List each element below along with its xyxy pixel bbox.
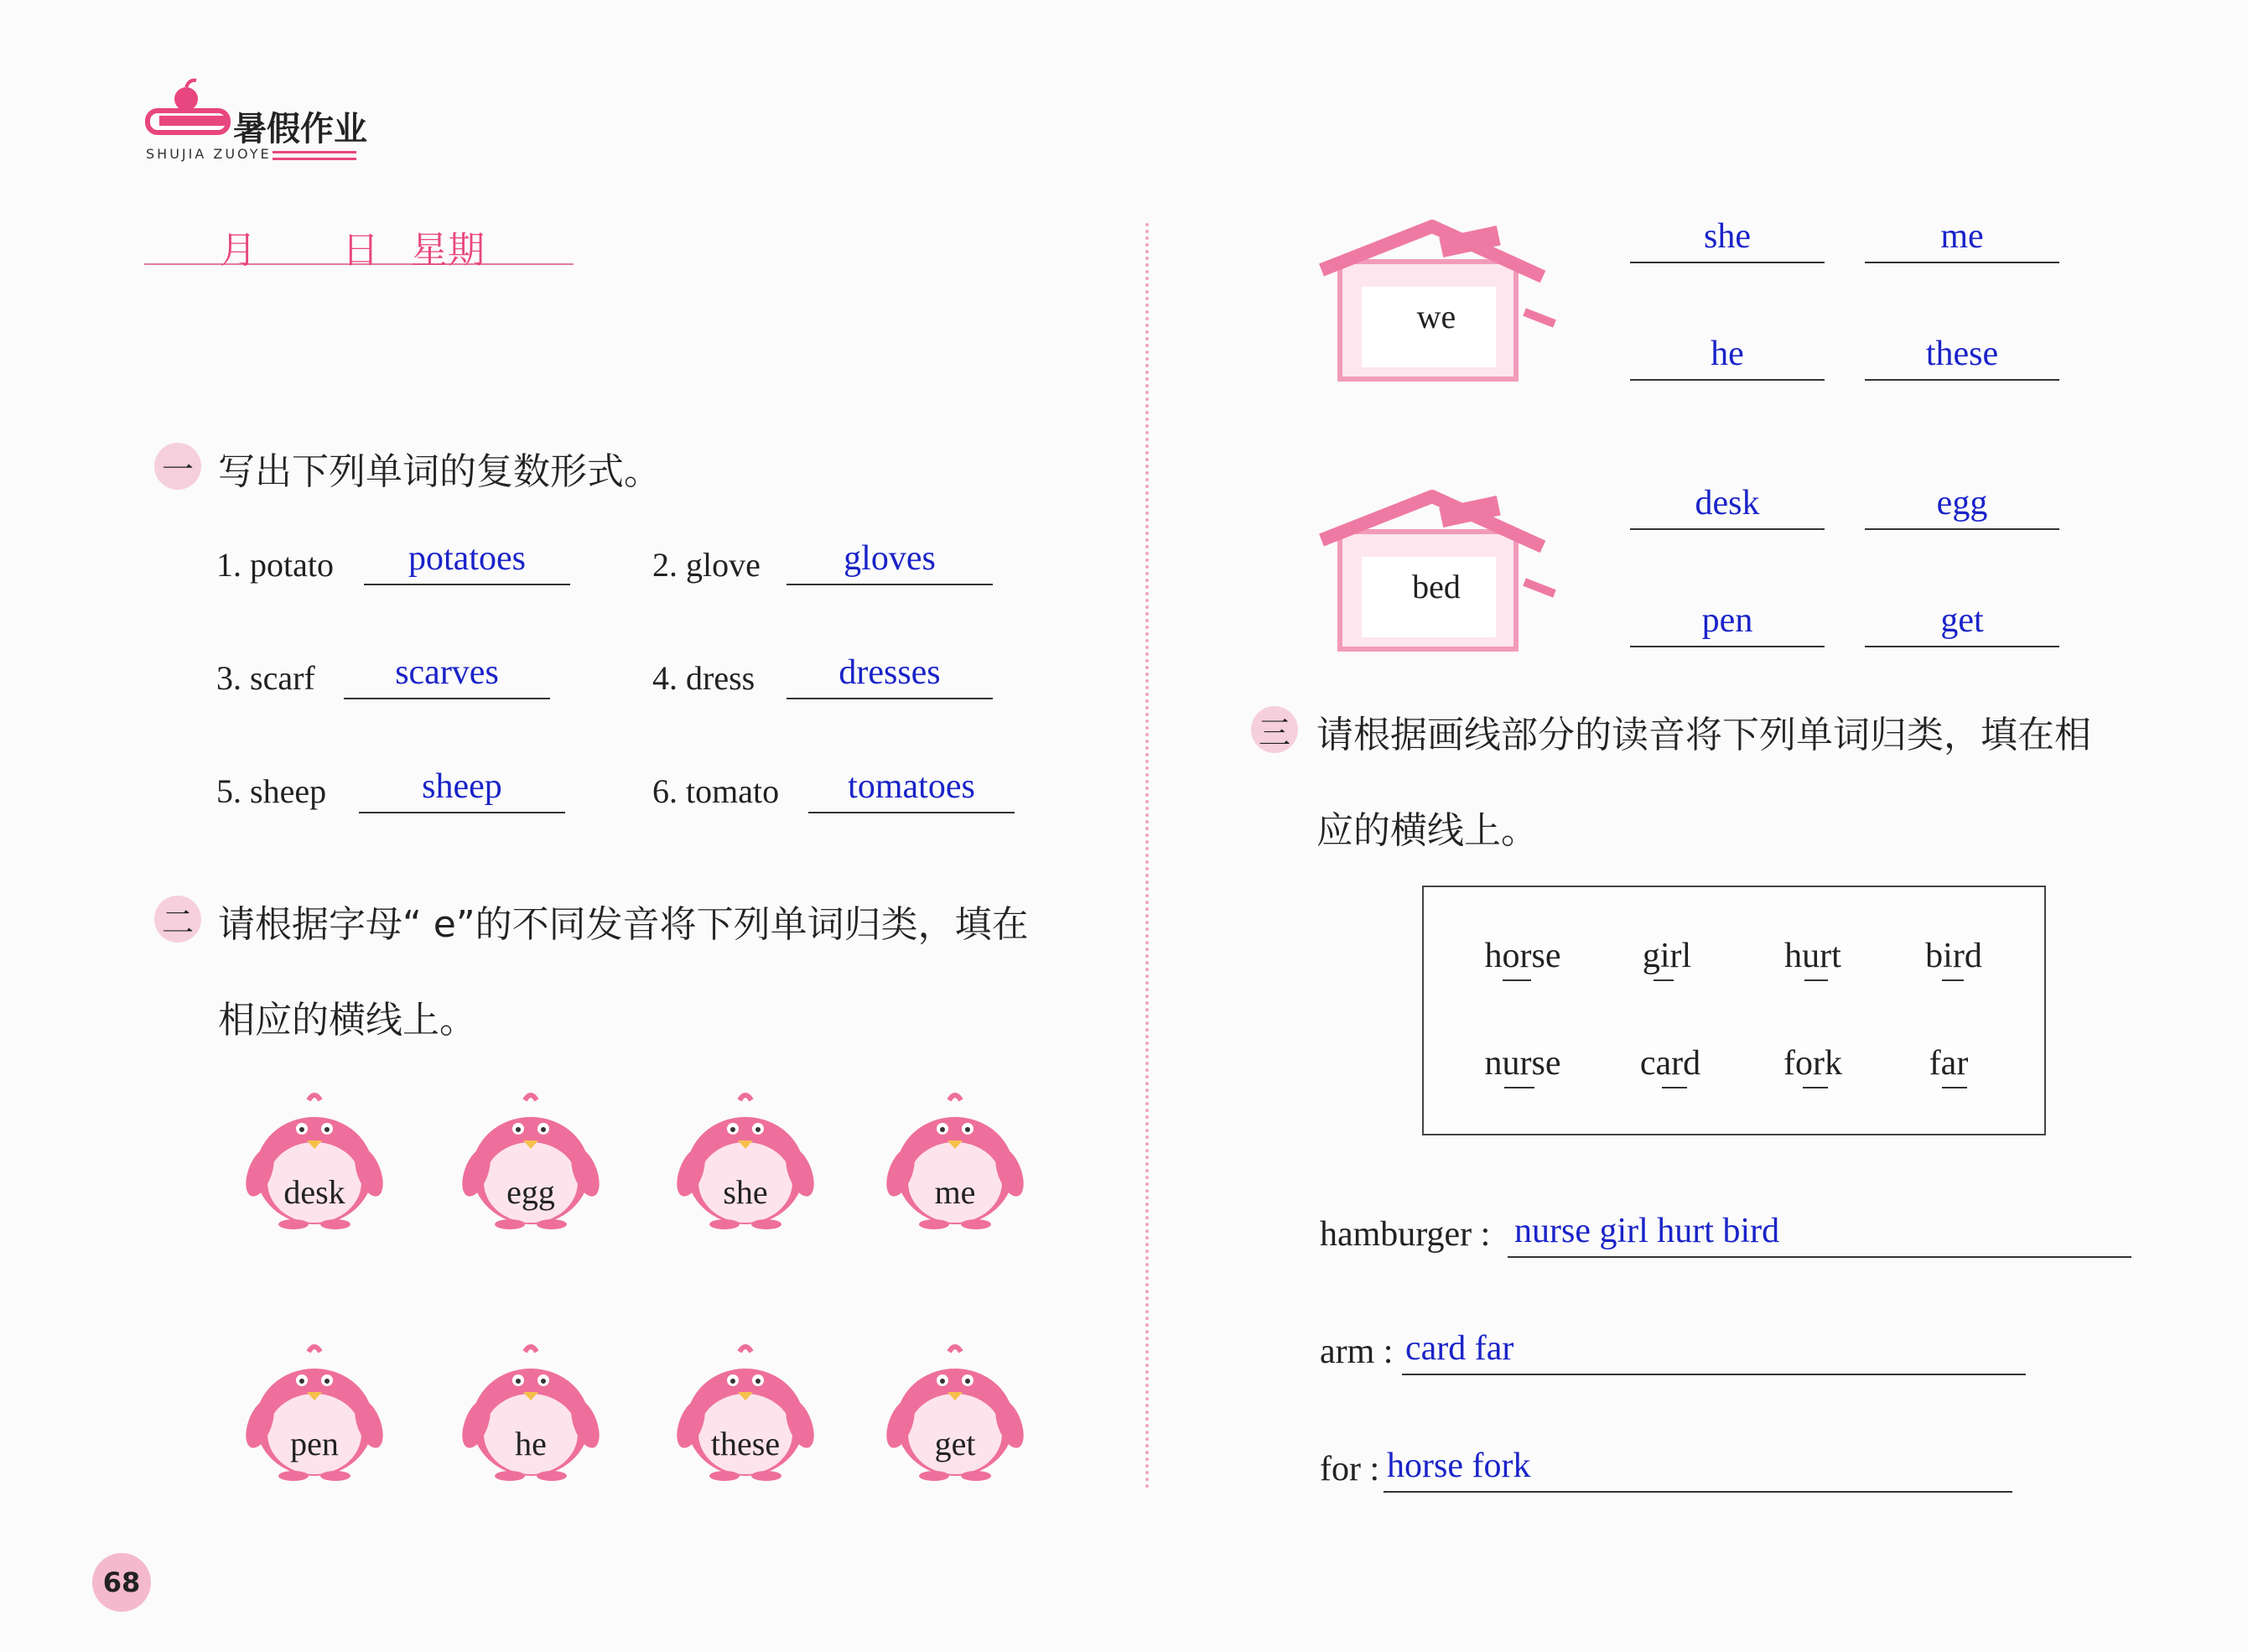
penguin-word: get — [934, 1425, 976, 1462]
sound-underline — [1504, 1087, 1534, 1088]
penguin-card — [243, 1088, 386, 1231]
item-4-blank — [787, 653, 993, 699]
section2-instruction-line1: 请根据字母“ e”的不同发音将下列单词归类，填在 — [218, 903, 1029, 946]
date-day-label: 日 — [342, 229, 379, 272]
item-2-answer: gloves — [844, 539, 936, 578]
row-hamburger-blank — [1508, 1214, 2131, 1258]
item-4-answer: dresses — [838, 653, 941, 692]
penguin-card — [884, 1340, 1026, 1483]
row-arm-label: arm : — [1320, 1333, 1394, 1371]
section1-instruction: 写出下列单词的复数形式。 — [218, 450, 661, 493]
bed-answer-3: pen — [1630, 604, 1825, 647]
penguin-word: pen — [290, 1425, 339, 1462]
box-word-far: far — [1929, 1044, 1969, 1083]
item-6-answer: tomatoes — [848, 767, 975, 806]
sound-underline — [1942, 979, 1964, 981]
bed-answer-1: desk — [1630, 486, 1825, 530]
section3-badge: 三 — [1251, 706, 1298, 753]
bed-answer-4: get — [1865, 604, 2059, 647]
item-2-label: 2. glove — [652, 546, 761, 584]
section3-instruction-line2: 应的横线上。 — [1316, 809, 1538, 852]
item-5-blank — [359, 767, 565, 813]
house-we-word: we — [1416, 298, 1456, 335]
item-1-blank — [364, 539, 570, 585]
row-arm-answer: card far — [1405, 1329, 1514, 1368]
date-month-label: 月 — [220, 229, 257, 272]
house-bed — [1315, 490, 1558, 657]
page-number: 68 — [92, 1553, 151, 1612]
sound-underline — [1942, 1087, 1967, 1088]
box-word-girl: girl — [1642, 937, 1692, 975]
penguin-card — [243, 1340, 386, 1483]
penguin-word: me — [934, 1173, 976, 1211]
box-word-hurt: hurt — [1784, 937, 1841, 975]
penguin-card — [459, 1088, 602, 1231]
item-6-label: 6. tomato — [652, 772, 780, 810]
penguin-card — [674, 1340, 817, 1483]
item-2-blank — [787, 539, 993, 585]
item-5-label: 5. sheep — [216, 772, 327, 810]
sound-underline — [1804, 979, 1828, 981]
we-answer-2: me — [1865, 220, 2059, 263]
penguin-word: desk — [283, 1173, 345, 1211]
item-6-blank — [808, 767, 1015, 813]
house-bed-word: bed — [1412, 568, 1461, 605]
penguin-word: he — [515, 1425, 547, 1462]
apple-book-logo-icon — [143, 74, 235, 141]
item-3-answer: scarves — [395, 653, 499, 692]
sound-underline — [1662, 1087, 1687, 1088]
item-1-label: 1. potato — [216, 546, 334, 584]
penguin-card — [884, 1088, 1026, 1231]
sound-underline — [1803, 1087, 1828, 1088]
penguin-word: these — [710, 1425, 781, 1462]
sound-underline — [1654, 979, 1674, 981]
item-1-answer: potatoes — [408, 539, 526, 578]
row-hamburger-answer: nurse girl hurt bird — [1514, 1212, 1780, 1250]
date-weekday-label: 星期 — [411, 229, 485, 272]
we-answer-3: he — [1630, 337, 1825, 381]
logo-subtitle: SHUJIA ZUOYE — [146, 146, 272, 162]
item-3-blank — [344, 653, 550, 699]
item-5-answer: sheep — [422, 767, 502, 806]
row-for-blank — [1384, 1449, 2012, 1493]
row-arm-blank — [1402, 1329, 2026, 1375]
item-3-label: 3. scarf — [216, 659, 315, 697]
section1-badge: 一 — [154, 443, 201, 490]
we-answer-4: these — [1865, 337, 2059, 381]
page-divider — [1145, 223, 1149, 1489]
we-answer-1: she — [1630, 220, 1825, 263]
section2-badge: 二 — [154, 896, 201, 943]
penguin-word: egg — [506, 1173, 555, 1211]
logo — [143, 74, 369, 166]
section2-instruction-line2: 相应的横线上。 — [218, 999, 476, 1042]
box-word-card: card — [1639, 1044, 1701, 1083]
box-word-horse: horse — [1484, 937, 1561, 975]
penguin-word: she — [723, 1173, 768, 1211]
row-hamburger-label: hamburger : — [1320, 1215, 1491, 1254]
bed-answer-2: egg — [1865, 486, 2059, 530]
house-we — [1315, 220, 1558, 387]
item-4-label: 4. dress — [652, 659, 755, 697]
sound-underline — [1503, 979, 1531, 981]
box-word-nurse: nurse — [1484, 1044, 1561, 1083]
penguin-card — [459, 1340, 602, 1483]
row-for-label: for : — [1320, 1450, 1380, 1488]
row-for-answer: horse fork — [1387, 1447, 1531, 1485]
section3-instruction-line1: 请根据画线部分的读音将下列单词归类，填在相 — [1316, 714, 2091, 756]
box-word-bird: bird — [1925, 937, 1982, 975]
logo-title: 暑假作业 — [233, 110, 367, 148]
word-box — [1422, 886, 2046, 1135]
penguin-card — [674, 1088, 817, 1231]
box-word-fork: fork — [1783, 1044, 1842, 1083]
